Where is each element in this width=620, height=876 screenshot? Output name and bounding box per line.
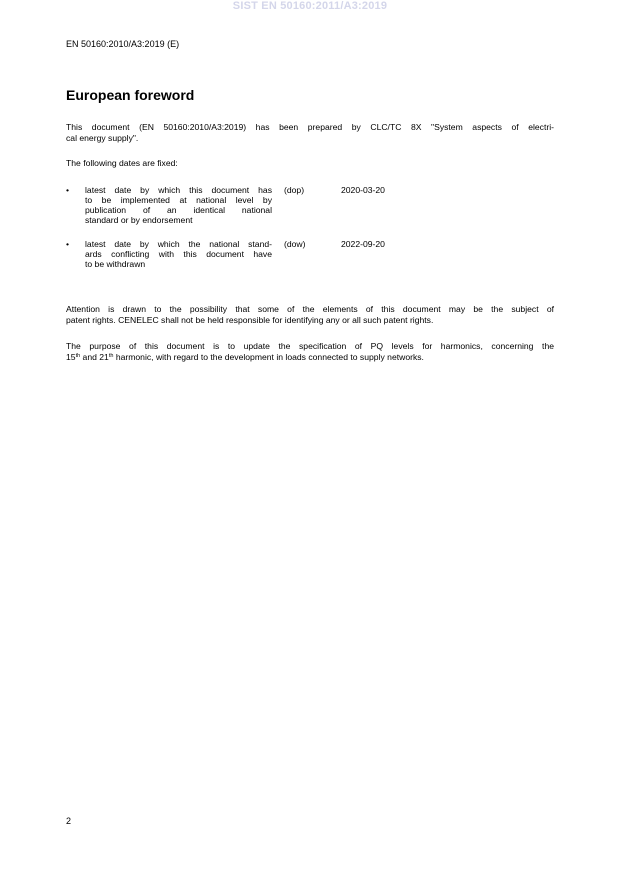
paragraph-line — [66, 352, 554, 363]
description-line: to be withdrawn — [85, 259, 146, 269]
list-item-code: (dow) — [284, 239, 306, 249]
paragraph-prepared-by — [66, 122, 554, 144]
description-line: publication of an identical national — [85, 205, 272, 215]
paragraph-purpose — [66, 341, 554, 363]
description-line: to be implemented at national level by — [85, 195, 272, 205]
list-item-code: (dop) — [284, 185, 305, 195]
paragraph-patent-rights — [66, 304, 554, 326]
bullet-icon: • — [66, 239, 70, 249]
paragraph-line: patent rights. CENELEC shall not be held responsible for identifying any or all such patent rights. — [66, 315, 434, 325]
list-item-date: 2020-03-20 — [341, 185, 385, 195]
list-item-description — [85, 239, 272, 269]
paragraph-line: Attention is drawn to the possibility that some of the elements of this document may be the subject of — [66, 304, 554, 314]
page-title: European foreword — [66, 87, 195, 103]
page-number: 2 — [66, 816, 72, 826]
bullet-icon: • — [66, 185, 70, 195]
paragraph-line: The purpose of this document is to update the specification of PQ levels for harmonics, concerning the — [66, 341, 554, 351]
watermark-title: SIST EN 50160:2011/A3:2019 — [232, 0, 388, 12]
list-item-description — [85, 185, 272, 225]
superscript: th — [108, 353, 114, 359]
paragraph-line: This document (EN 50160:2010/A3:2019) has been prepared by CLC/TC 8X "System aspects of electri- — [66, 122, 554, 132]
description-line: latest date by which the national stand- — [85, 239, 272, 249]
description-line: standard or by endorsement — [85, 215, 193, 225]
description-line: ards conflicting with this document have — [85, 249, 272, 259]
paragraph-line: cal energy supply". — [66, 133, 139, 143]
paragraph-dates-intro: The following dates are fixed: — [66, 158, 178, 168]
description-line: latest date by which this document has — [85, 185, 272, 195]
list-item-date: 2022-09-20 — [341, 239, 385, 249]
document-identifier: EN 50160:2010/A3:2019 (E) — [66, 39, 180, 49]
text-fragment: harmonic, with regard to the development in loads connected to supply networks. — [113, 352, 424, 362]
superscript: th — [75, 353, 81, 359]
text-fragment: and 21 — [80, 352, 109, 362]
text-fragment: 15 — [66, 352, 76, 362]
